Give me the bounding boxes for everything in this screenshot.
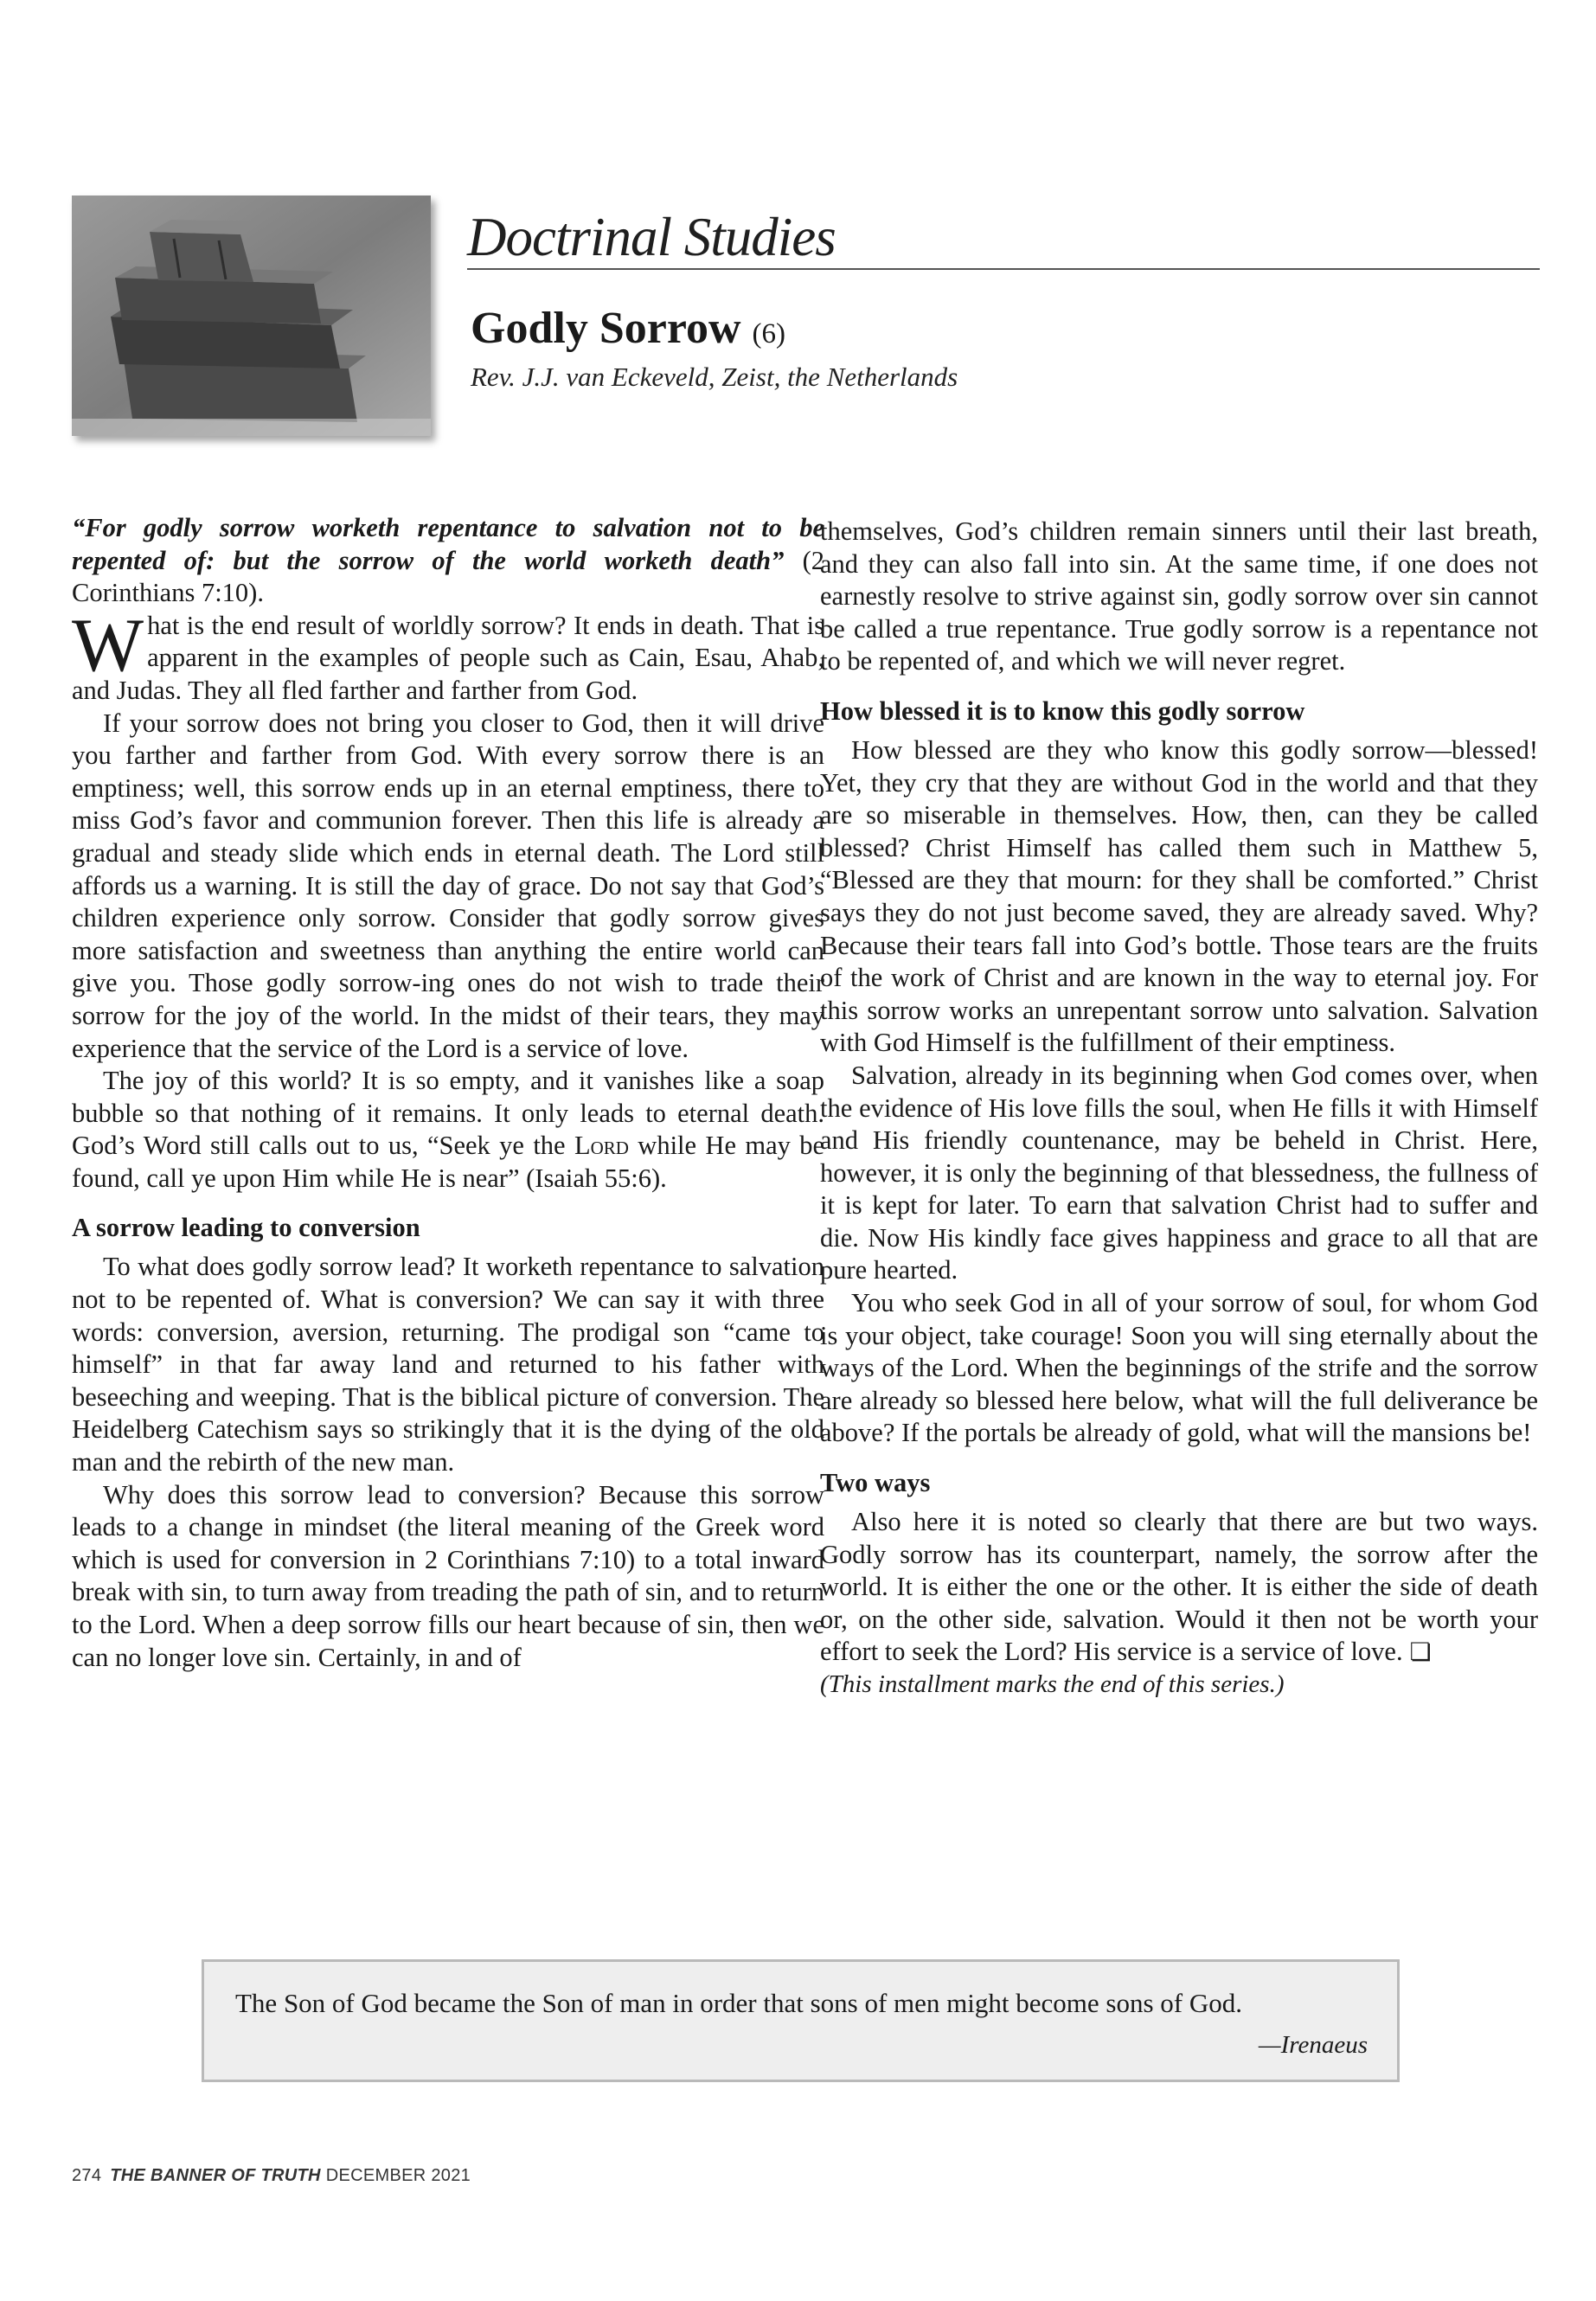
books-illustration [72,195,431,436]
magazine-name: THE BANNER OF TRUTH [110,2166,321,2185]
small-caps-lord: Lord [574,1131,629,1161]
paragraph: To what does godly sorrow lead? It worketh repentance to salvation not to be repented of. What is conversion? We can say it with three words: conversion, aversion, returning. The prodigal son “came to himself” in that far away land and returned to his father with beseeching and weeping. That is the biblical picture of conversion. The Heidelberg Catechism says so strikingly that it is the dying of the old man and the rebirth of the new man. [72,1252,824,1477]
paragraph: You who seek God in all of your sorrow of soul, for whom God is your object, take courage! Soon you will sing eternally about the ways of the Lord. When the beginnings of the strife and the sorrow are already so blessed here below, what will the full deliverance be above? If the portals be already of gold, what will the mansions be! [820,1288,1538,1448]
title-divider [467,268,1540,270]
paragraph [72,1065,824,1195]
epigraph [72,512,824,610]
pull-quote-attribution: —Irenaeus [1258,2031,1368,2059]
page-footer [72,2166,471,2186]
pull-quote-box [202,1959,1400,2082]
article-title [471,303,785,354]
issue-date: DECEMBER 2021 [325,2166,471,2185]
subheading: A sorrow leading to conversion [72,1213,420,1243]
paragraph: How blessed are they who know this godly sorrow—blessed! Yet, they cry that they are without God in the world and that they are so miserable in themselves. How, then, can they be called blessed? Christ Himself has called them such in Matthew 5, “Blessed are they that mourn: for they shall be comforted.” Christ says they do not just become saved, they are already saved. Why? Because their tears fall into God’s bottle. Those tears are the fruits of the work of Christ and are known in the way to eternal joy. For this sorrow works an unrepentant sorrow unto salvation. Salvation with God Himself is the fulfillment of their emptiness. [820,734,1538,1058]
byline: Rev. J.J. van Eckeveld, Zeist, the Netherlands [471,362,958,392]
epigraph-quote: “For godly sorrow worketh repentance to salvation not to be repented of: but the sorrow of the world worketh death” [72,513,824,575]
stacked-books-photo [72,195,431,436]
paragraph-text: Also here it is noted so clearly that there are but two ways. Godly sorrow has its counterpart, namely, the sorrow after the world. It is either the one or the other. It is either the side of death or, on the other side, salvation. Would it then not be worth your effort to seek the Lord? His service is a service of love. [820,1507,1538,1667]
article-part-number: (6) [752,318,785,349]
paragraph-text: while He may be found, call ye upon Him while He is near” (Isaiah 55:6). [72,1131,825,1193]
end-mark-icon: ❏ [1409,1638,1432,1667]
paragraph: If your sorrow does not bring you closer to God, then it will drive you farther and farther from God. With every sorrow there is an emptiness; well, this sorrow ends up in an eternal emptiness, there to miss God’s favor and communion forever. Then this life is already a gradual and steady slide which ends in eternal death. The Lord still affords us a warning. It is still the day of grace. Do not say that God’s children experience only sorrow. Consider that godly sorrow gives more satisfaction and sweetness than anything the entire world can give you. Those godly sorrow-ing ones do not wish to trade their sorrow for the joy of the world. In the midst of their tears, they may experience that the service of the Lord is a service of love. [72,708,824,1063]
series-end-note: (This installment marks the end of this series.) [820,1670,1285,1698]
paragraph [72,603,824,708]
subheading: How blessed it is to know this godly sorrow [820,695,1305,726]
paragraph: Why does this sorrow lead to conversion? Because this sorrow leads to a change in mindset (the literal meaning of the Greek word which is used for conversion in 2 Corinthians 7:10) to a total inward break with sin, to turn away from treading the path of sin, and to return to the Lord. When a deep sorrow fills our heart because of sin, then we can no longer love sin. Certainly, in and of [72,1479,824,1672]
paragraph-text: hat is the end result of worldly sorrow? It ends in death. That is apparent in the examples of people such as Cain, Esau, Ahab, and Judas. They all fled farther and farther from God. [72,610,824,705]
drop-cap: W [72,603,144,688]
subheading: Two ways [820,1468,931,1498]
paragraph [820,1506,1538,1669]
article-title-text: Godly Sorrow [471,304,741,353]
pull-quote-text: The Son of God became the Son of man in order that sons of men might become sons of God. [235,1988,1242,2018]
paragraph: Salvation, already in its beginning when God comes over, when the evidence of His love fills the soul, when He fills it with Himself and His friendly countenance, may be beheld in Christ. Here, however, it is only the beginning of that blessedness, the fullness of it is kept for later. To earn that salvation Christ had to suffer and die. Now His kindly face gives happiness and grace to all that are pure hearted. [820,1060,1538,1285]
paragraph-text: The joy of this world? It is so empty, and it vanishes like a soap bubble so that nothing of it remains. It only leads to eternal death. God’s Word still calls out to us, “Seek ye the [72,1066,824,1161]
left-column [72,512,824,1674]
section-title: Doctrinal Studies [467,207,836,267]
page-number: 274 [72,2166,102,2185]
paragraph: themselves, God’s children remain sinners until their last breath, and they can also fall into sin. At the same time, if one does not earnestly resolve to strive against sin, godly sorrow over sin cannot be called a true repentance. True godly sorrow is a repentance not to be repented of, and which we will never regret. [820,516,1538,676]
right-column [820,516,1538,1702]
epigraph-reference: (2 Corinthians 7:10). [72,545,824,608]
